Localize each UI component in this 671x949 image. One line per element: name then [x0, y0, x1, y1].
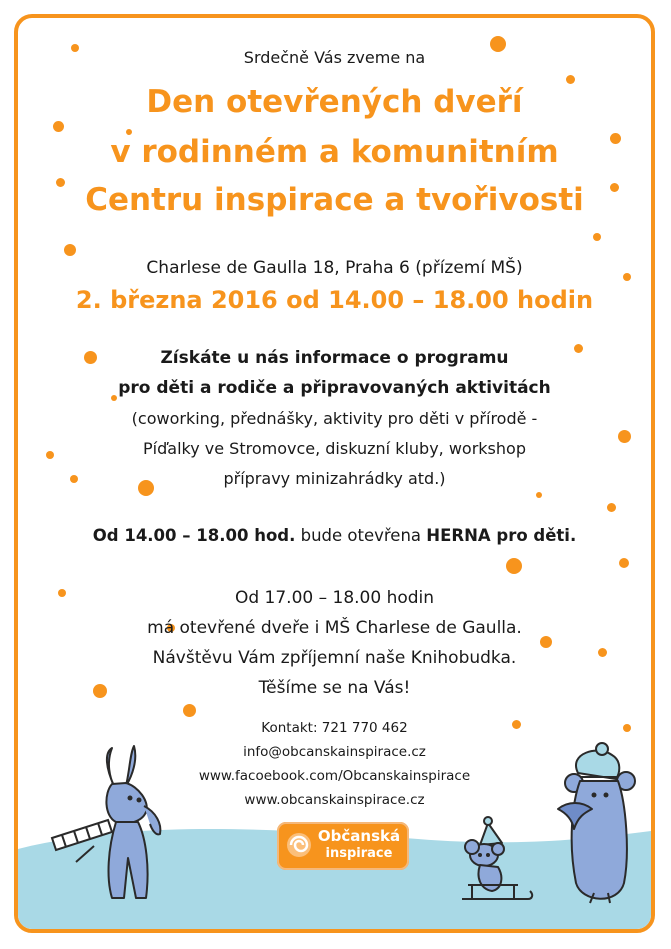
- logo-line-2: inspirace: [325, 846, 393, 861]
- ms-line-3: Návštěvu Vám zpříjemní naše Knihobudka.: [152, 648, 517, 668]
- intro-text: Srdečně Vás zveme na: [243, 48, 426, 67]
- contact-phone: Kontakt: 721 770 462: [261, 720, 408, 736]
- herna-place: HERNA pro děti.: [426, 526, 577, 545]
- herna-middle: bude otevřena: [295, 526, 427, 545]
- obcanska-inspirace-logo: [277, 822, 409, 870]
- title-line-1: Den otevřených dveří: [146, 84, 523, 120]
- info-detail-line-1: (coworking, přednášky, aktivity pro děti v přírodě -: [131, 409, 538, 428]
- bird-character-illustration: [538, 743, 648, 913]
- info-detail-line-3: přípravy minizahrádky atd.): [223, 469, 446, 488]
- herna-notice: [18, 526, 651, 545]
- logo-line-1: Občanská: [317, 827, 401, 845]
- herna-time: Od 14.00 – 18.00 hod.: [92, 526, 296, 545]
- info-detail-line-2: Píďalky ve Stromovce, diskuzní kluby, workshop: [143, 439, 526, 458]
- mouse-on-sled-illustration: [458, 813, 538, 923]
- ms-line-2: má otevřené dveře i MŠ Charlese de Gaulla.: [147, 618, 522, 638]
- ms-line-4: Těšíme se na Vás!: [258, 678, 411, 698]
- title-line-3: Centru inspirace a tvořivosti: [85, 182, 584, 218]
- title-line-2: v rodinném a komunitním: [110, 134, 559, 170]
- contact-email[interactable]: info@obcanskainspirace.cz: [243, 744, 426, 760]
- info-bold-line-2: pro děti a rodiče a připravovaných aktivitách: [118, 378, 551, 398]
- info-bold-line-1: Získáte u nás informace o programu: [160, 348, 509, 368]
- ms-line-1: Od 17.00 – 18.00 hodin: [234, 588, 435, 608]
- donkey-character-illustration: [46, 738, 176, 908]
- contact-facebook[interactable]: www.facoebook.com/Obcanskainspirace: [198, 768, 471, 784]
- event-date: 2. března 2016 od 14.00 – 18.00 hodin: [75, 286, 594, 314]
- swirl-icon: [285, 830, 313, 860]
- contact-web[interactable]: www.obcanskainspirace.cz: [244, 792, 425, 808]
- poster-frame: [14, 14, 655, 933]
- address: Charlese de Gaulla 18, Praha 6 (přízemí MŠ): [146, 258, 523, 278]
